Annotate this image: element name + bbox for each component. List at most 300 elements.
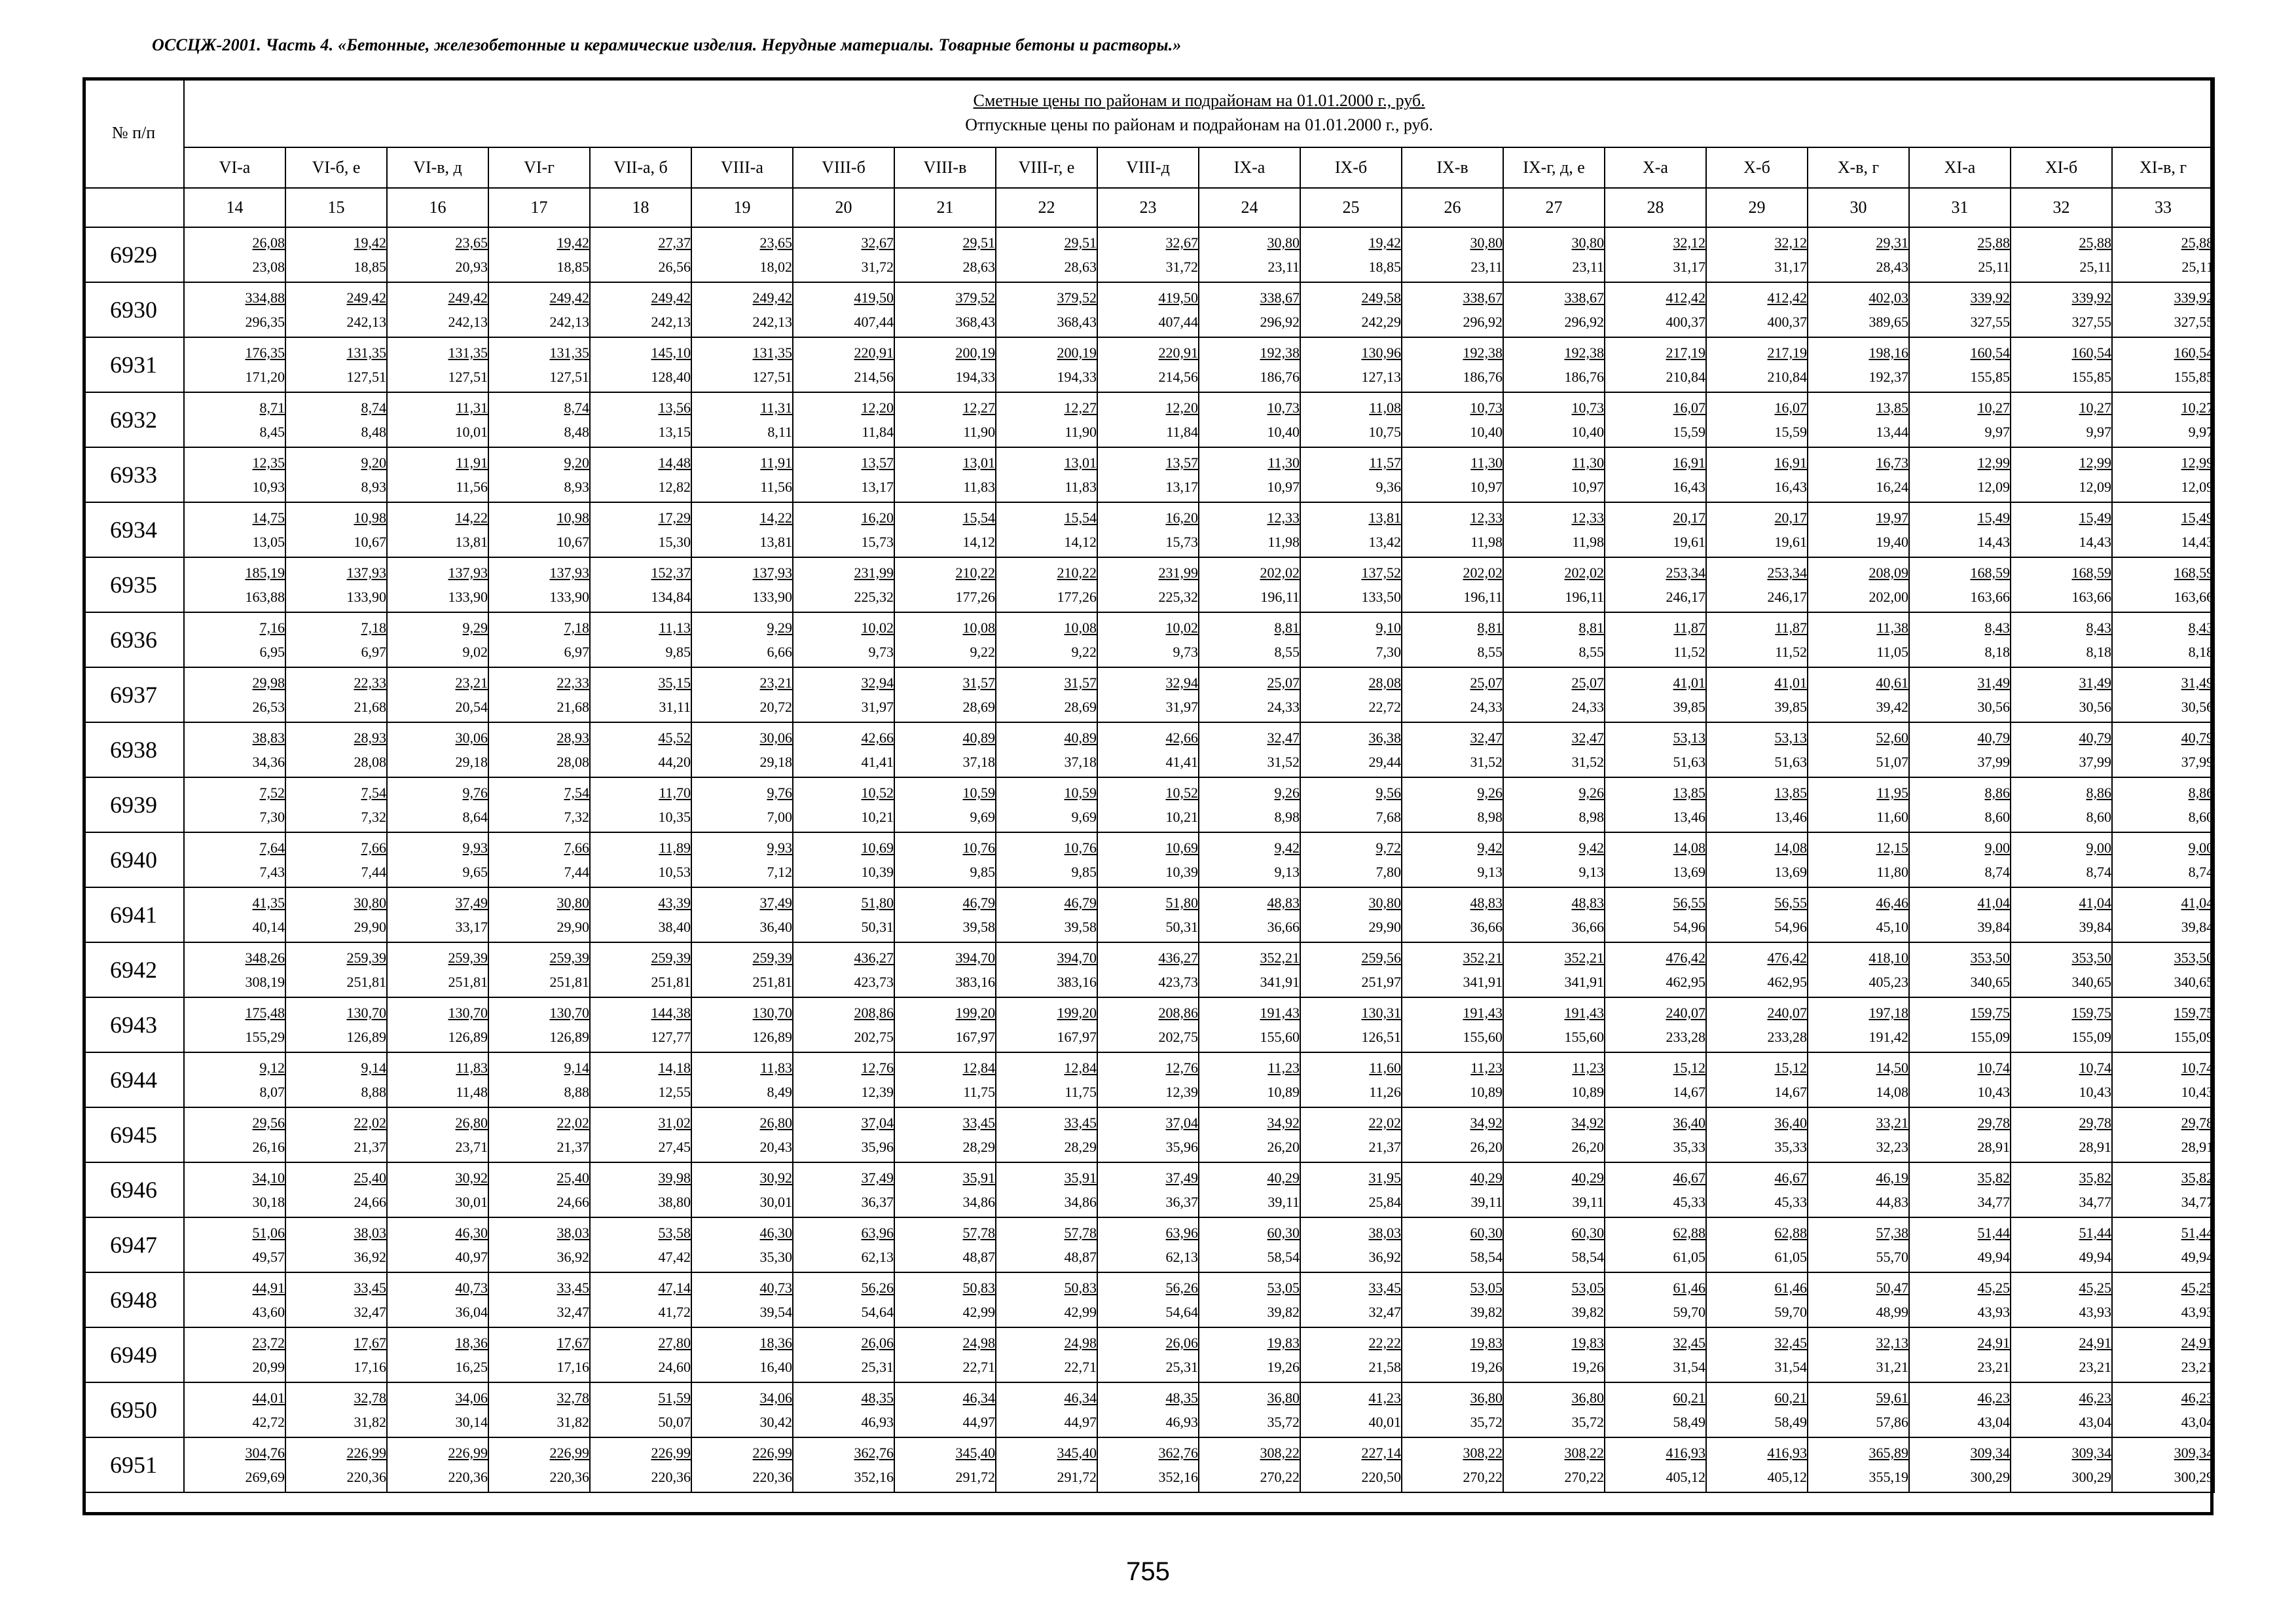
estimated-price: 23,65 xyxy=(759,234,792,251)
selling-price: 35,72 xyxy=(1267,1414,1300,1430)
estimated-price: 208,09 xyxy=(1868,564,1908,581)
selling-price: 251,97 xyxy=(1361,974,1401,990)
selling-price: 10,97 xyxy=(1470,479,1503,495)
estimated-price: 412,42 xyxy=(1666,289,1705,306)
selling-price: 12,82 xyxy=(658,479,691,495)
row-number: 6941 xyxy=(83,887,184,942)
selling-price: 36,66 xyxy=(1571,919,1604,935)
selling-price: 340,65 xyxy=(2071,974,2111,990)
selling-price: 9,85 xyxy=(665,644,691,660)
estimated-price: 394,70 xyxy=(955,950,995,966)
selling-price: 7,32 xyxy=(361,809,386,825)
estimated-price: 144,38 xyxy=(651,1005,691,1021)
selling-price: 34,77 xyxy=(2079,1194,2111,1210)
estimated-price: 10,69 xyxy=(1165,840,1198,856)
estimated-price: 339,92 xyxy=(1970,289,2010,306)
region-header: VI-а xyxy=(184,147,285,188)
selling-price: 43,60 xyxy=(252,1304,285,1320)
estimated-price: 19,83 xyxy=(1470,1335,1503,1351)
selling-price: 13,81 xyxy=(759,534,792,550)
selling-price: 19,61 xyxy=(1673,534,1705,550)
selling-price: 10,67 xyxy=(556,534,589,550)
estimated-price: 30,06 xyxy=(455,729,488,746)
selling-price: 202,75 xyxy=(1158,1029,1198,1045)
selling-price: 50,31 xyxy=(1165,919,1198,935)
selling-price: 57,86 xyxy=(1876,1414,1908,1430)
estimated-price: 231,99 xyxy=(854,564,894,581)
selling-price: 155,60 xyxy=(1463,1029,1503,1045)
estimated-price: 16,07 xyxy=(1673,399,1705,416)
selling-price: 38,40 xyxy=(658,919,691,935)
selling-price: 196,11 xyxy=(1463,589,1503,605)
selling-price: 186,76 xyxy=(1260,369,1300,385)
selling-price: 155,85 xyxy=(1970,369,2010,385)
estimated-price: 28,93 xyxy=(556,729,589,746)
column-index: 24 xyxy=(1199,188,1300,227)
estimated-price: 32,67 xyxy=(861,234,894,251)
selling-price: 37,99 xyxy=(2079,754,2111,770)
selling-price: 8,88 xyxy=(361,1084,386,1100)
estimated-price: 10,98 xyxy=(354,509,386,526)
estimated-price: 137,93 xyxy=(752,564,792,581)
estimated-price: 63,96 xyxy=(1165,1225,1198,1241)
estimated-price: 11,87 xyxy=(1775,619,1807,636)
estimated-price: 37,49 xyxy=(1165,1170,1198,1186)
selling-price: 214,56 xyxy=(854,369,894,385)
selling-price: 29,90 xyxy=(1368,919,1401,935)
selling-price: 58,54 xyxy=(1571,1249,1604,1265)
selling-price: 355,19 xyxy=(1868,1469,1908,1485)
estimated-price: 12,99 xyxy=(2181,454,2214,471)
estimated-price: 30,92 xyxy=(455,1170,488,1186)
estimated-price: 26,08 xyxy=(252,234,285,251)
selling-price: 9,13 xyxy=(1578,864,1604,880)
row-number: 6938 xyxy=(83,722,184,777)
estimated-price: 23,72 xyxy=(252,1335,285,1351)
selling-price: 16,40 xyxy=(759,1359,792,1375)
estimated-price: 19,83 xyxy=(1571,1335,1604,1351)
estimated-price: 29,98 xyxy=(252,674,285,691)
estimated-price: 11,23 xyxy=(1572,1060,1604,1076)
selling-price: 251,81 xyxy=(752,974,792,990)
selling-price: 39,82 xyxy=(1267,1304,1300,1320)
selling-price: 19,26 xyxy=(1267,1359,1300,1375)
estimated-price: 345,40 xyxy=(1057,1445,1097,1461)
selling-price: 341,91 xyxy=(1564,974,1604,990)
estimated-price: 36,80 xyxy=(1470,1390,1503,1406)
selling-price: 31,54 xyxy=(1774,1359,1807,1375)
column-index: 26 xyxy=(1402,188,1503,227)
selling-price: 133,90 xyxy=(346,589,386,605)
selling-price: 31,72 xyxy=(1165,259,1198,275)
column-index: 16 xyxy=(387,188,488,227)
estimated-price: 13,85 xyxy=(1673,784,1705,801)
estimated-price: 226,99 xyxy=(549,1445,589,1461)
selling-price: 42,99 xyxy=(1064,1304,1097,1320)
selling-price: 31,17 xyxy=(1774,259,1807,275)
selling-price: 18,85 xyxy=(556,259,589,275)
estimated-price: 16,91 xyxy=(1673,454,1705,471)
row-number: 6948 xyxy=(83,1272,184,1327)
selling-price: 55,70 xyxy=(1876,1249,1908,1265)
selling-price: 26,53 xyxy=(252,699,285,715)
estimated-price: 7,66 xyxy=(361,840,386,856)
estimated-price: 38,03 xyxy=(354,1225,386,1241)
estimated-price: 10,02 xyxy=(861,619,894,636)
estimated-price: 45,52 xyxy=(658,729,691,746)
selling-price: 11,80 xyxy=(1876,864,1908,880)
estimated-price: 51,80 xyxy=(1165,895,1198,911)
estimated-price: 8,81 xyxy=(1274,619,1300,636)
region-header: VIII-б xyxy=(793,147,894,188)
estimated-price: 34,92 xyxy=(1571,1115,1604,1131)
estimated-price: 9,20 xyxy=(361,454,386,471)
selling-price: 12,09 xyxy=(1977,479,2010,495)
estimated-price: 10,74 xyxy=(2181,1060,2214,1076)
estimated-price: 34,92 xyxy=(1470,1115,1503,1131)
estimated-price: 56,55 xyxy=(1673,895,1705,911)
estimated-price: 40,61 xyxy=(1876,674,1908,691)
selling-price: 407,44 xyxy=(1158,314,1198,330)
estimated-price: 46,79 xyxy=(1064,895,1097,911)
selling-price: 31,82 xyxy=(556,1414,589,1430)
estimated-price: 56,26 xyxy=(861,1280,894,1296)
region-header: VIII-д xyxy=(1097,147,1199,188)
row-number: 6932 xyxy=(83,392,184,447)
selling-price: 8,74 xyxy=(1984,864,2010,880)
selling-price: 10,43 xyxy=(2181,1084,2214,1100)
selling-price: 15,73 xyxy=(861,534,894,550)
selling-price: 327,55 xyxy=(1970,314,2010,330)
selling-price: 28,08 xyxy=(556,754,589,770)
estimated-price: 11,31 xyxy=(456,399,488,416)
selling-price: 34,86 xyxy=(1064,1194,1097,1210)
estimated-price: 46,79 xyxy=(962,895,995,911)
estimated-price: 130,70 xyxy=(346,1005,386,1021)
estimated-price: 11,57 xyxy=(1369,454,1401,471)
estimated-price: 46,23 xyxy=(2079,1390,2111,1406)
selling-price: 13,46 xyxy=(1774,809,1807,825)
row-number: 6949 xyxy=(83,1327,184,1382)
estimated-price: 46,23 xyxy=(1977,1390,2010,1406)
selling-price: 10,43 xyxy=(2079,1084,2111,1100)
estimated-price: 10,02 xyxy=(1165,619,1198,636)
estimated-price: 38,03 xyxy=(1368,1225,1401,1241)
selling-price: 43,93 xyxy=(2181,1304,2214,1320)
estimated-price: 40,89 xyxy=(962,729,995,746)
column-index: 32 xyxy=(2011,188,2112,227)
estimated-price: 35,91 xyxy=(1064,1170,1097,1186)
selling-price: 8,55 xyxy=(1477,644,1503,660)
selling-price: 8,18 xyxy=(2188,644,2214,660)
estimated-price: 37,49 xyxy=(861,1170,894,1186)
estimated-price: 32,45 xyxy=(1673,1335,1705,1351)
selling-price: 36,37 xyxy=(861,1194,894,1210)
selling-price: 21,37 xyxy=(1368,1139,1401,1155)
estimated-price: 25,40 xyxy=(354,1170,386,1186)
estimated-price: 35,82 xyxy=(2079,1170,2111,1186)
selling-price: 39,11 xyxy=(1572,1194,1604,1210)
estimated-price: 13,85 xyxy=(1876,399,1908,416)
selling-price: 11,90 xyxy=(1065,424,1097,440)
estimated-price: 41,23 xyxy=(1368,1390,1401,1406)
selling-price: 19,40 xyxy=(1876,534,1908,550)
selling-price: 23,08 xyxy=(252,259,285,275)
estimated-price: 339,92 xyxy=(2174,289,2214,306)
selling-price: 462,95 xyxy=(1666,974,1705,990)
estimated-price: 12,20 xyxy=(1165,399,1198,416)
estimated-price: 8,43 xyxy=(1984,619,2010,636)
estimated-price: 9,14 xyxy=(564,1060,589,1076)
selling-price: 8,88 xyxy=(564,1084,589,1100)
estimated-price: 338,67 xyxy=(1463,289,1503,306)
estimated-price: 16,07 xyxy=(1774,399,1807,416)
estimated-price: 9,29 xyxy=(767,619,792,636)
estimated-price: 9,20 xyxy=(564,454,589,471)
estimated-price: 259,39 xyxy=(346,950,386,966)
selling-price: 177,26 xyxy=(955,589,995,605)
selling-price: 23,11 xyxy=(1470,259,1503,275)
selling-price: 29,18 xyxy=(759,754,792,770)
selling-price: 28,69 xyxy=(962,699,995,715)
selling-price: 13,05 xyxy=(252,534,285,550)
selling-price: 9,36 xyxy=(1376,479,1401,495)
selling-price: 9,97 xyxy=(2086,424,2111,440)
column-index: 15 xyxy=(285,188,387,227)
estimated-price: 231,99 xyxy=(1158,564,1198,581)
estimated-price: 362,76 xyxy=(1158,1445,1198,1461)
selling-price: 126,89 xyxy=(346,1029,386,1045)
selling-price: 40,01 xyxy=(1368,1414,1401,1430)
estimated-price: 13,81 xyxy=(1368,509,1401,526)
estimated-price: 31,49 xyxy=(2181,674,2214,691)
row-number: 6942 xyxy=(83,942,184,997)
estimated-price: 168,59 xyxy=(2071,564,2111,581)
estimated-price: 168,59 xyxy=(1970,564,2010,581)
estimated-price: 160,54 xyxy=(2071,344,2111,361)
estimated-price: 30,06 xyxy=(759,729,792,746)
estimated-price: 31,49 xyxy=(2079,674,2111,691)
selling-price: 30,14 xyxy=(455,1414,488,1430)
selling-price: 37,99 xyxy=(2181,754,2214,770)
selling-price: 25,11 xyxy=(1978,259,2010,275)
selling-price: 39,84 xyxy=(2079,919,2111,935)
selling-price: 12,55 xyxy=(658,1084,691,1100)
row-number: 6939 xyxy=(83,777,184,832)
estimated-price: 39,98 xyxy=(658,1170,691,1186)
selling-price: 23,11 xyxy=(1572,259,1604,275)
estimated-price: 9,72 xyxy=(1376,840,1401,856)
selling-price: 54,96 xyxy=(1673,919,1705,935)
estimated-price: 202,02 xyxy=(1564,564,1604,581)
selling-price: 14,67 xyxy=(1673,1084,1705,1100)
selling-price: 7,12 xyxy=(767,864,792,880)
selling-price: 22,71 xyxy=(962,1359,995,1375)
estimated-price: 31,49 xyxy=(1977,674,2010,691)
estimated-price: 26,06 xyxy=(1165,1335,1198,1351)
row-number: 6930 xyxy=(83,282,184,337)
estimated-price: 44,91 xyxy=(252,1280,285,1296)
selling-price: 36,92 xyxy=(556,1249,589,1265)
estimated-price: 46,19 xyxy=(1876,1170,1908,1186)
selling-price: 126,89 xyxy=(448,1029,488,1045)
estimated-price: 8,43 xyxy=(2188,619,2214,636)
selling-price: 11,56 xyxy=(456,479,488,495)
estimated-price: 60,30 xyxy=(1571,1225,1604,1241)
selling-price: 127,51 xyxy=(346,369,386,385)
selling-price: 202,75 xyxy=(854,1029,894,1045)
selling-price: 25,84 xyxy=(1368,1194,1401,1210)
selling-price: 383,16 xyxy=(955,974,995,990)
selling-price: 34,86 xyxy=(962,1194,995,1210)
estimated-price: 13,01 xyxy=(1064,454,1097,471)
selling-price: 405,12 xyxy=(1767,1469,1807,1485)
estimated-price: 60,30 xyxy=(1267,1225,1300,1241)
selling-price: 220,36 xyxy=(651,1469,691,1485)
estimated-price: 198,16 xyxy=(1868,344,1908,361)
estimated-price: 37,04 xyxy=(1165,1115,1198,1131)
selling-price: 26,20 xyxy=(1571,1139,1604,1155)
selling-price: 46,93 xyxy=(1165,1414,1198,1430)
estimated-price: 11,30 xyxy=(1267,454,1300,471)
estimated-price: 8,43 xyxy=(2086,619,2111,636)
estimated-price: 217,19 xyxy=(1767,344,1807,361)
selling-price: 58,54 xyxy=(1267,1249,1300,1265)
estimated-price: 10,73 xyxy=(1267,399,1300,416)
selling-price: 39,84 xyxy=(2181,919,2214,935)
estimated-price: 353,50 xyxy=(2071,950,2111,966)
estimated-price: 418,10 xyxy=(1868,950,1908,966)
estimated-price: 61,46 xyxy=(1673,1280,1705,1296)
selling-price: 24,33 xyxy=(1470,699,1503,715)
selling-price: 196,11 xyxy=(1260,589,1300,605)
selling-price: 25,11 xyxy=(2181,259,2214,275)
estimated-price: 32,45 xyxy=(1774,1335,1807,1351)
estimated-price: 13,57 xyxy=(1165,454,1198,471)
selling-price: 21,68 xyxy=(354,699,386,715)
estimated-price: 11,31 xyxy=(760,399,792,416)
estimated-price: 345,40 xyxy=(955,1445,995,1461)
selling-price: 27,45 xyxy=(658,1139,691,1155)
row-number: 6946 xyxy=(83,1162,184,1217)
estimated-price: 33,45 xyxy=(1368,1280,1401,1296)
selling-price: 133,90 xyxy=(752,589,792,605)
region-header: VI-б, е xyxy=(285,147,387,188)
estimated-price: 15,12 xyxy=(1774,1060,1807,1076)
estimated-price: 9,93 xyxy=(767,840,792,856)
estimated-price: 46,34 xyxy=(1064,1390,1097,1406)
estimated-price: 40,29 xyxy=(1571,1170,1604,1186)
selling-price: 11,98 xyxy=(1572,534,1604,550)
selling-price: 62,13 xyxy=(861,1249,894,1265)
selling-price: 28,63 xyxy=(962,259,995,275)
selling-price: 39,11 xyxy=(1267,1194,1300,1210)
selling-price: 36,66 xyxy=(1470,919,1503,935)
selling-price: 32,23 xyxy=(1876,1139,1908,1155)
estimated-price: 8,81 xyxy=(1578,619,1604,636)
estimated-price: 25,07 xyxy=(1267,674,1300,691)
estimated-price: 18,36 xyxy=(455,1335,488,1351)
estimated-price: 35,82 xyxy=(1977,1170,2010,1186)
estimated-price: 13,56 xyxy=(658,399,691,416)
region-header: VI-в, д xyxy=(387,147,488,188)
selling-price: 220,50 xyxy=(1361,1469,1401,1485)
selling-price: 9,97 xyxy=(1984,424,2010,440)
selling-price: 242,13 xyxy=(752,314,792,330)
selling-price: 31,17 xyxy=(1673,259,1705,275)
selling-price: 22,72 xyxy=(1368,699,1401,715)
selling-price: 163,66 xyxy=(2071,589,2111,605)
estimated-price: 249,42 xyxy=(448,289,488,306)
selling-price: 10,21 xyxy=(1165,809,1198,825)
selling-price: 32,47 xyxy=(1368,1304,1401,1320)
selling-price: 9,22 xyxy=(1071,644,1097,660)
estimated-price: 19,42 xyxy=(1368,234,1401,251)
selling-price: 167,97 xyxy=(955,1029,995,1045)
selling-price: 39,82 xyxy=(1470,1304,1503,1320)
selling-price: 251,81 xyxy=(346,974,386,990)
estimated-price: 14,75 xyxy=(252,509,285,526)
selling-price: 296,35 xyxy=(245,314,285,330)
estimated-price: 19,97 xyxy=(1876,509,1908,526)
selling-price: 10,67 xyxy=(354,534,386,550)
selling-price: 34,77 xyxy=(1977,1194,2010,1210)
selling-price: 9,69 xyxy=(970,809,995,825)
estimated-price: 168,59 xyxy=(2174,564,2214,581)
column-index: 14 xyxy=(184,188,285,227)
estimated-price: 9,00 xyxy=(1984,840,2010,856)
selling-price: 341,91 xyxy=(1260,974,1300,990)
row-number: 6940 xyxy=(83,832,184,887)
estimated-price: 32,47 xyxy=(1470,729,1503,746)
selling-price: 39,58 xyxy=(962,919,995,935)
estimated-price: 38,03 xyxy=(556,1225,589,1241)
selling-price: 194,33 xyxy=(1057,369,1097,385)
estimated-price: 15,12 xyxy=(1673,1060,1705,1076)
estimated-price: 37,49 xyxy=(759,895,792,911)
selling-price: 6,97 xyxy=(361,644,386,660)
estimated-price: 36,80 xyxy=(1571,1390,1604,1406)
estimated-price: 7,54 xyxy=(361,784,386,801)
estimated-price: 25,40 xyxy=(556,1170,589,1186)
selling-price: 8,98 xyxy=(1274,809,1300,825)
estimated-price: 37,04 xyxy=(861,1115,894,1131)
estimated-price: 10,08 xyxy=(962,619,995,636)
estimated-price: 12,99 xyxy=(2079,454,2111,471)
estimated-price: 436,27 xyxy=(1158,950,1198,966)
estimated-price: 28,93 xyxy=(354,729,386,746)
selling-price: 8,93 xyxy=(564,479,589,495)
selling-price: 54,96 xyxy=(1774,919,1807,935)
estimated-price: 9,00 xyxy=(2188,840,2214,856)
estimated-price: 7,66 xyxy=(564,840,589,856)
estimated-price: 7,54 xyxy=(564,784,589,801)
row-number: 6929 xyxy=(83,227,184,282)
selling-price: 8,60 xyxy=(2188,809,2214,825)
selling-price: 7,44 xyxy=(361,864,386,880)
estimated-price: 26,06 xyxy=(861,1335,894,1351)
selling-price: 11,75 xyxy=(963,1084,995,1100)
column-index: 17 xyxy=(488,188,590,227)
selling-price: 62,13 xyxy=(1165,1249,1198,1265)
selling-price: 35,33 xyxy=(1774,1139,1807,1155)
estimated-price: 46,46 xyxy=(1876,895,1908,911)
estimated-price: 30,80 xyxy=(556,895,589,911)
selling-price: 44,97 xyxy=(962,1414,995,1430)
estimated-price: 20,17 xyxy=(1673,509,1705,526)
estimated-price: 9,26 xyxy=(1477,784,1503,801)
selling-price: 7,43 xyxy=(259,864,285,880)
